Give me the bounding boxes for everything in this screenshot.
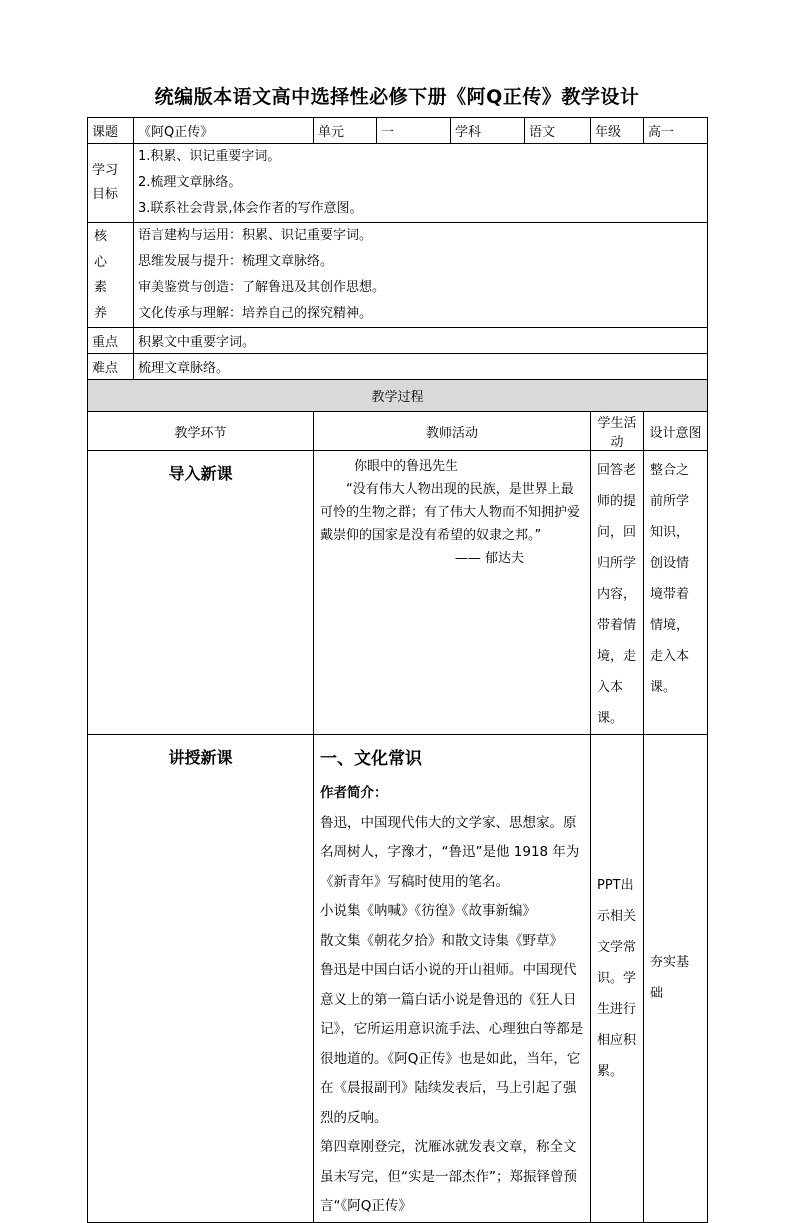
key-point-row (88, 328, 708, 354)
col-teacher: 教师活动 (314, 412, 591, 451)
goal-item: 1.积累、识记重要字词。 (138, 149, 281, 164)
col-intent: 设计意图 (644, 412, 708, 451)
difficulty-value: 梳理文章脉络。 (134, 354, 708, 380)
core-list (134, 223, 708, 328)
intro-stage: 导入新课 (88, 451, 314, 735)
intro-teacher (314, 451, 591, 735)
intro-source: —— 郁达夫 (454, 551, 524, 566)
intro-heading: 你眼中的鲁迅先生 (354, 459, 459, 474)
col-student-a: 学生活动 (591, 412, 644, 451)
key-point-label: 重点 (88, 328, 134, 354)
difficulty-label: 难点 (88, 354, 134, 380)
xueke-label: 学科 (451, 118, 525, 144)
goals-row (88, 144, 708, 223)
intro-quote: “没有伟大人物出现的民族，是世界上最可怜的生物之群；有了伟大人物而不知拥护爱戴崇仰的国家是没有希望的奴隶之邦。” (320, 482, 581, 543)
lecture-student: PPT出示相关文学常识。学生进行相应积累。 (591, 735, 644, 1223)
intro-intent: 整合之前所学知识，创设情境带着情境，走入本课。 (644, 451, 708, 735)
lesson-plan-table (87, 117, 708, 1223)
lecture-paragraph: 小说集《呐喊》《彷徨》《故事新编》 (320, 903, 536, 919)
lecture-paragraph: 第四章刚登完，沈雁冰就发表文章，称全文虽未写完，但“实是一部杰作”；郑振铎曾预言“《阿Q正传》 (320, 1139, 577, 1214)
goals-list (134, 144, 708, 223)
core-row (88, 223, 708, 328)
lecture-paragraph: 鲁迅是中国白话小说的开山祖师。中国现代意义上的第一篇白话小说是鲁迅的《狂人日记》，它所运用意识流手法、心理独白等都是很地道的。《阿Q正传》也是如此，当年，它在《晨报副刊》陆续发表后，马上引起了强烈的反响。 (320, 962, 584, 1126)
core-label (88, 223, 134, 328)
process-header-row (88, 380, 708, 412)
core-item: 审美鉴赏与创造：了解鲁迅及其创作思想。 (138, 280, 386, 295)
info-row (88, 118, 708, 144)
core-label-char: 养 (94, 305, 108, 321)
danyuan-label: 单元 (314, 118, 377, 144)
danyuan-value: 一 (377, 118, 451, 144)
keti-label: 课题 (88, 118, 134, 144)
page-title: 统编版本语文高中选择性必修下册《阿Q正传》教学设计 (154, 86, 640, 108)
goal-item: 3.联系社会背景,体会作者的写作意图。 (138, 201, 363, 216)
intro-row (88, 451, 708, 735)
core-label-char: 素 (94, 280, 108, 295)
goal-item: 2.梳理文章脉络。 (138, 175, 242, 190)
difficulty-row (88, 354, 708, 380)
core-item: 语言建构与运用：积累、识记重要字词。 (138, 228, 373, 243)
lecture-stage: 讲授新课 (88, 735, 314, 1223)
nianji-value: 高一 (644, 118, 708, 144)
lecture-paragraph: 散文集《朝花夕拾》和散文诗集《野草》 (320, 932, 563, 949)
keti-value: 《阿Q正传》 (134, 118, 314, 144)
nianji-label: 年级 (591, 118, 644, 144)
lecture-paragraph: 鲁迅，中国现代伟大的文学家、思想家。原名周树人，字豫才，“鲁迅”是他 1918 年为《新青年》写稿时使用的笔名。 (320, 814, 580, 890)
lecture-section: 一、文化常识 (320, 749, 422, 769)
goals-label: 学习目标 (88, 144, 134, 223)
process-header: 教学过程 (88, 380, 708, 412)
core-item: 文化传承与理解：培养自己的探究精神。 (138, 306, 373, 321)
lecture-teacher (314, 735, 591, 1223)
core-item: 思维发展与提升：梳理文章脉络。 (138, 254, 334, 269)
column-header-row (88, 412, 708, 451)
core-label-char: 核 (94, 229, 108, 244)
core-label-char: 心 (94, 254, 108, 270)
col-stage: 教学环节 (88, 412, 314, 451)
intro-student: 回答老师的提问，回归所学内容，带着情境，走入本课。 (591, 451, 644, 735)
key-point-value: 积累文中重要字词。 (134, 328, 708, 354)
lecture-row (88, 735, 708, 1223)
lecture-sub: 作者简介： (320, 785, 388, 801)
xueke-value: 语文 (525, 118, 591, 144)
lecture-intent: 夯实基础 (644, 735, 708, 1223)
